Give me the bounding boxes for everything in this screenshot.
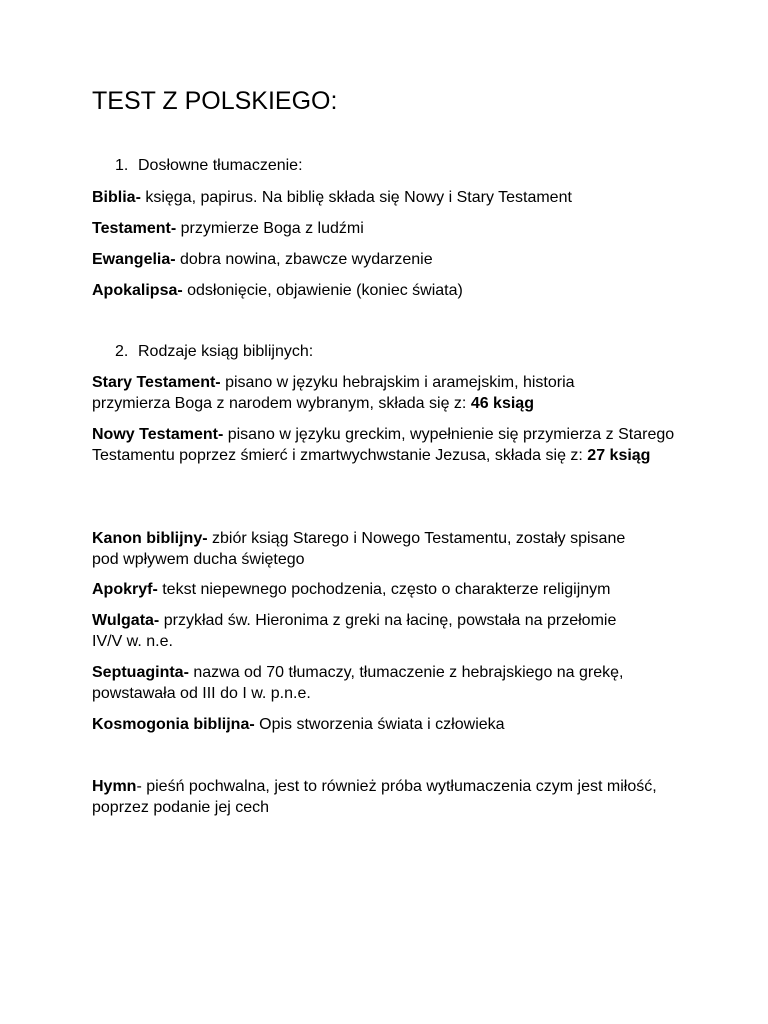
definition-entry	[92, 424, 692, 466]
definition: odsłonięcie, objawienie (koniec świata)	[182, 282, 463, 299]
definition-entry	[92, 280, 692, 301]
definition: przymierze Boga z ludźmi	[176, 220, 364, 237]
page-title: TEST Z POLSKIEGO:	[92, 87, 338, 115]
definition: Opis stworzenia świata i człowieka	[254, 716, 505, 733]
definition-entry	[92, 579, 692, 600]
definition-entry	[92, 187, 692, 208]
term: Kosmogonia biblijna-	[92, 716, 255, 733]
section-heading-text: Rodzaje ksiąg biblijnych:	[138, 343, 314, 360]
section-heading-text: Dosłowne tłumaczenie:	[138, 157, 303, 174]
term: Septuaginta-	[92, 664, 189, 681]
definition-entry	[92, 662, 652, 704]
definition: - pieśń pochwalna, jest to również próba wytłumaczenia czym jest miłość, poprzez podanie jej cech	[92, 778, 657, 816]
emphasis: 27 ksiąg	[587, 447, 651, 464]
definition: pisano w języku greckim, wypełnienie się przymierza z Starego Testamentu poprzez śmierć i zmartwychwstanie Jezusa, składa się z:	[92, 426, 675, 464]
term: Nowy Testament-	[92, 426, 224, 443]
term: Kanon biblijny-	[92, 530, 208, 547]
definition-entry	[92, 372, 652, 414]
section-number: 1.	[115, 157, 129, 174]
term: Biblia-	[92, 189, 141, 206]
definition-entry	[92, 249, 692, 270]
definition: księga, papirus. Na biblię składa się Nowy i Stary Testament	[140, 189, 572, 206]
section-heading-1	[115, 156, 303, 176]
term: Hymn	[92, 778, 137, 795]
term: Apokalipsa-	[92, 282, 183, 299]
term: Wulgata-	[92, 612, 160, 629]
definition: zbiór ksiąg Starego i Nowego Testamentu, zostały spisane pod wpływem ducha świętego	[92, 530, 626, 568]
definition: tekst niepewnego pochodzenia, często o charakterze religijnym	[157, 581, 611, 598]
definition-entry	[92, 218, 692, 239]
term: Stary Testament-	[92, 374, 221, 391]
definition-entry	[92, 610, 622, 652]
section-heading-2	[115, 342, 313, 362]
section-number: 2.	[115, 343, 129, 360]
term: Testament-	[92, 220, 177, 237]
emphasis: 46 ksiąg	[470, 395, 534, 412]
definition-entry	[92, 714, 692, 735]
term: Apokryf-	[92, 581, 158, 598]
term: Ewangelia-	[92, 251, 176, 268]
definition: przykład św. Hieronima z greki na łacinę, powstała na przełomie IV/V w. n.e.	[92, 612, 617, 650]
definition-entry	[92, 528, 652, 570]
definition: nazwa od 70 tłumaczy, tłumaczenie z hebrajskiego na grekę, powstawała od III do I w. p.n.e.	[92, 664, 624, 702]
definition-entry	[92, 776, 682, 818]
definition: dobra nowina, zbawcze wydarzenie	[175, 251, 433, 268]
definition: pisano w języku hebrajskim i aramejskim, historia przymierza Boga z narodem wybranym, składa się z:	[92, 374, 575, 412]
